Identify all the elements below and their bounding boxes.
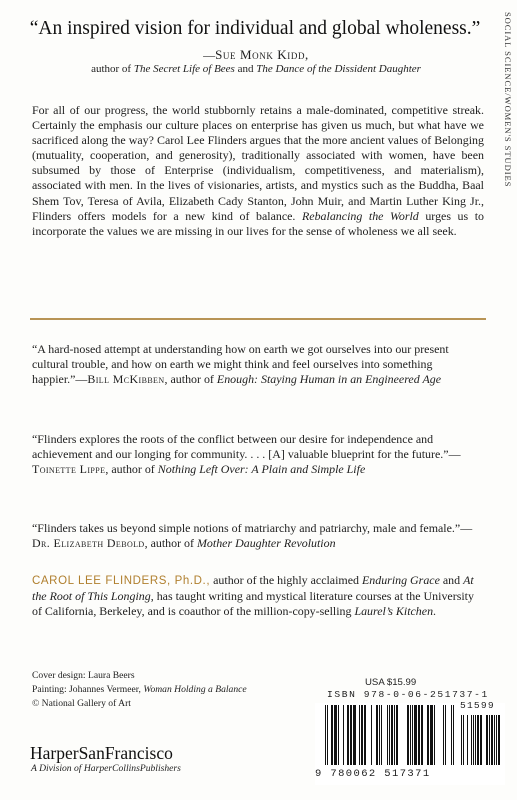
barcode-bar	[434, 705, 435, 765]
category-label: SOCIAL SCIENCE/WOMEN'S STUDIES	[503, 12, 513, 188]
publisher-division: A Division of HarperCollinsPublishers	[31, 763, 181, 774]
barcode-bar	[430, 705, 433, 765]
book-title: Rebalancing the World	[301, 208, 419, 223]
review-quote: “Flinders takes us beyond simple notions of matriarchy and patriarchy, male and female.”—Dr. Elizabeth Debold, author of Mother Daughter Revolution	[32, 521, 473, 551]
barcode-bar	[473, 715, 474, 765]
price-addon-digits: 51599	[460, 700, 495, 711]
barcode-bar	[325, 705, 326, 765]
barcode-bar	[486, 715, 488, 765]
reviewer-name: Toinette Lippe	[32, 462, 106, 477]
description-paragraph: For all of our progress, the world stubbornly retains a male-dominated, competitive streak. Certainly the emphasis our culture places on enterprise has given us much, but what have we sacrificed along the way? Carol Lee Flinders argues that the more ancient values of Belonging (mutuality, cooperation, and generosity), traditionally associated with women, have been subsumed by those of Enterprise (individualism, competitiveness, and materialism), associated with men. In the lives of visionaries, artists, and mystics such as the Buddha, Baal Shem Tov, Teresa of Avila, Elizabeth Cady Stanton, John Muir, and Martin Luther King Jr., Flinders offers models for a new kind of balance. Rebalancing the World urges us to incorporate the values we are missing in our lives for the sense of wholeness we all seek.	[32, 103, 484, 238]
barcode-bar	[376, 705, 378, 765]
barcode-bar	[327, 705, 328, 765]
barcode-bar	[410, 705, 411, 765]
barcode-bar	[489, 715, 490, 765]
barcode-bar	[350, 705, 352, 765]
isbn-label: ISBN 978-0-06-251737-1	[327, 689, 489, 700]
review-quote: “A hard-nosed attempt at understanding how on earth we got ourselves into our present cultural trouble, and how on earth we might think and feel ourselves into something happier.”—Bill McKibben, author of Enough: Staying Human in an Engineered Age	[32, 342, 449, 387]
barcode-bar	[343, 705, 344, 765]
barcode-bar	[443, 705, 444, 765]
barcode-bar	[371, 705, 372, 765]
barcode-bar	[389, 705, 390, 765]
reviewer-name: Dr. Elizabeth Debold	[32, 536, 145, 551]
book-title: The Secret Life of Bees	[133, 63, 235, 75]
barcode-bar	[347, 705, 349, 765]
barcode-bar	[494, 715, 495, 765]
barcode-bar	[491, 715, 493, 765]
barcode-bar	[451, 705, 452, 765]
barcode-bar	[475, 715, 476, 765]
barcode-bar	[471, 715, 472, 765]
barcode-bar	[407, 705, 409, 765]
reviewer-name: Bill McKibben	[87, 372, 165, 387]
barcode-bar	[445, 705, 446, 765]
barcode-bar	[414, 705, 417, 765]
price-label: USA $15.99	[365, 677, 417, 688]
author-name: CAROL LEE FLINDERS, Ph.D.,	[32, 575, 211, 587]
barcode-bar	[387, 705, 388, 765]
copyright-credit: © National Gallery of Art	[32, 698, 131, 709]
barcode-bar	[496, 715, 497, 765]
barcode-bars	[315, 703, 505, 769]
barcode-bar	[463, 715, 464, 765]
barcode-bar	[381, 705, 382, 765]
barcode-bar	[427, 705, 429, 765]
barcode-bar	[467, 715, 468, 765]
barcode-bar	[461, 715, 462, 765]
book-title: Mother Daughter Revolution	[196, 536, 336, 551]
barcode-bar	[359, 705, 360, 765]
barcode-bar	[334, 705, 337, 765]
book-title: Enduring Grace	[361, 573, 440, 587]
barcode-bar	[477, 715, 479, 765]
featured-quote-attribution: —Sue Monk Kidd, author of The Secret Life of Bees and The Dance of the Dissident Daughter	[91, 47, 421, 75]
quote-author-name: Sue Monk Kidd,	[215, 47, 309, 62]
barcode-bar	[338, 705, 339, 765]
barcode-bar	[421, 705, 423, 765]
barcode-bar	[498, 715, 500, 765]
gold-divider	[30, 318, 486, 320]
barcode-bar	[353, 705, 356, 765]
barcode-bar	[453, 705, 454, 765]
author-bio: CAROL LEE FLINDERS, Ph.D., author of the highly acclaimed Enduring Grace and At the Root of This Longing, has taught writing and mystical literature courses at the University of California, Berkeley, and is coauthor of the million-copy-selling Laurel’s Kitchen.	[32, 573, 474, 619]
book-title: At the Root of This Longing	[32, 573, 474, 604]
barcode-bar	[364, 705, 366, 765]
ean-digits: 9 780062 517371	[315, 768, 431, 780]
featured-quote: “An inspired vision for individual and global wholeness.”	[29, 18, 481, 39]
painting-credit: Painting: Johannes Vermeer, Woman Holding a Balance	[32, 684, 247, 695]
barcode-bar	[379, 705, 380, 765]
barcode-bar	[480, 715, 482, 765]
book-title: Enough: Staying Human in an Engineered Age	[216, 372, 442, 387]
review-quote: “Flinders explores the roots of the conflict between our desire for independence and achievement and our longing for community. . . . [A] valuable blueprint for the future.”—Toinette Lippe, author of Nothing Left Over: A Plain and Simple Life	[32, 432, 461, 477]
design-credit: Cover design: Laura Beers	[32, 670, 135, 681]
barcode-bar	[331, 705, 333, 765]
barcode-bar	[412, 705, 413, 765]
barcode-bar	[391, 705, 393, 765]
barcode-bar	[418, 705, 420, 765]
barcode-bar	[361, 705, 363, 765]
publisher-name: HarperSanFrancisco	[30, 743, 173, 763]
book-title: The Dance of the Dissident Daughter	[256, 63, 421, 75]
barcode-bar	[396, 705, 398, 765]
book-title: Laurel’s Kitchen	[354, 604, 434, 619]
cover-credits	[32, 669, 262, 711]
barcode-bar	[394, 705, 395, 765]
book-title: Nothing Left Over: A Plain and Simple Life	[157, 462, 366, 477]
